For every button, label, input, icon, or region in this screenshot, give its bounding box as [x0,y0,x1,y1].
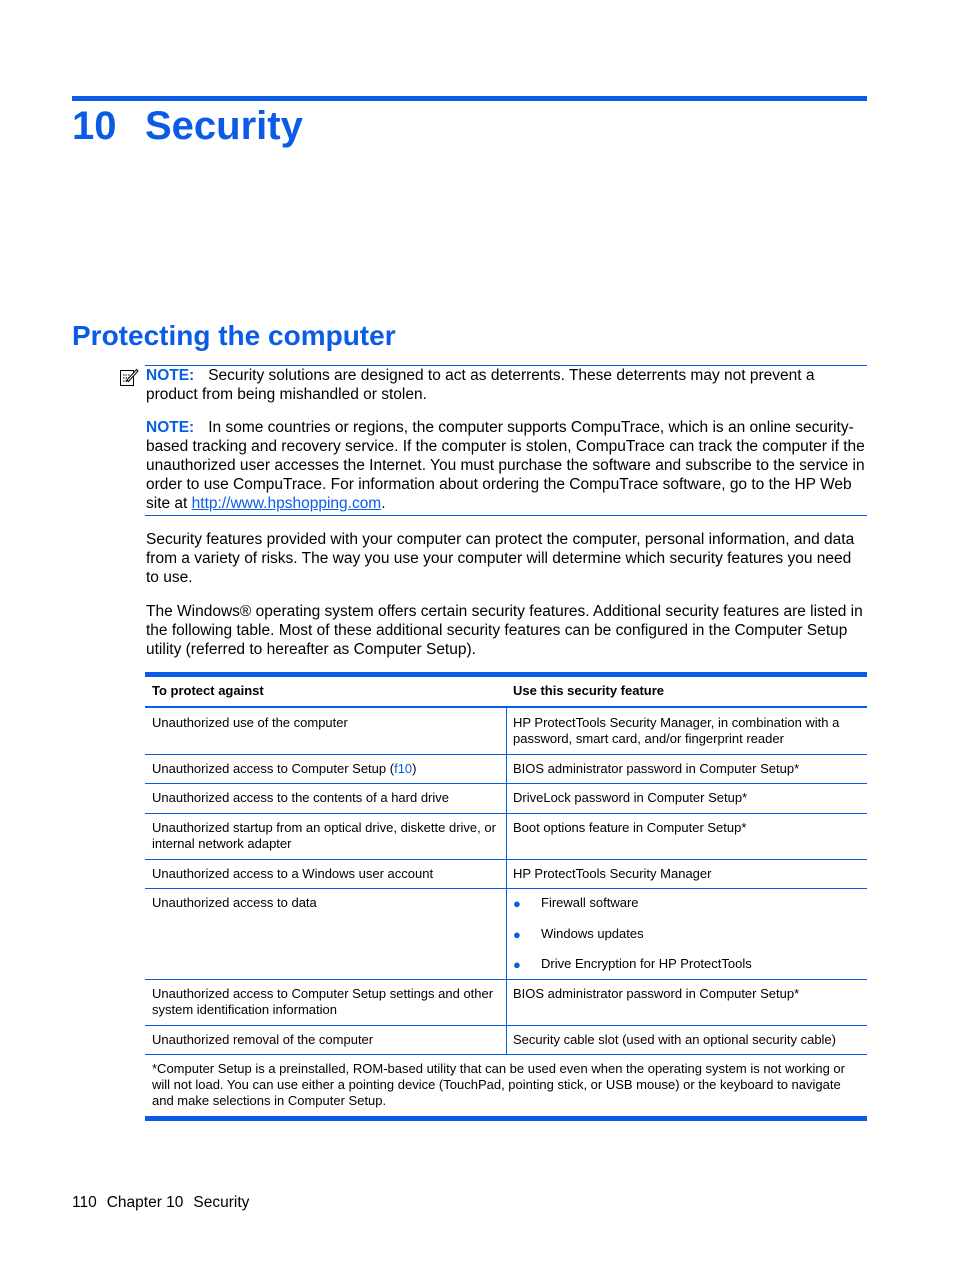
note-label: NOTE: [146,367,195,384]
section-title: Protecting the computer [72,320,396,351]
page-number: 110 [72,1194,97,1211]
row-divider [145,888,867,889]
row-divider [145,979,867,980]
note-label: NOTE: [146,419,195,436]
note-1 [146,366,868,404]
list-item: Drive Encryption for HP ProtectTools [541,956,752,971]
bullet-icon: ● [513,896,521,911]
chapter-number: 10 [72,104,117,148]
note-text: In some countries or regions, the computer supports CompuTrace, which is an online security-based tracking and recovery service. If the computer is stolen, CompuTrace can track the computer if the unauthorized user accesses the Internet. You must purchase the software and subscribe to the service in order to use CompuTrace. For information about ordering the CompuTrace software, go to the HP Web site at [146,419,865,512]
row-divider [145,783,867,784]
note-pencil-icon [119,367,139,387]
table-row: BIOS administrator password in Computer Setup* [513,761,800,776]
table-row: Security cable slot (used with an optional security cable) [513,1032,836,1047]
page-footer [72,1193,259,1212]
table-rule-top [145,672,867,677]
row-text: Unauthorized access to Computer Setup ( [152,761,395,776]
table-row: Unauthorized access to data [152,895,317,910]
table-row: Boot options feature in Computer Setup* [513,820,747,835]
table-row [152,761,497,777]
table-row: Unauthorized removal of the computer [152,1032,374,1047]
list-item: Windows updates [541,926,644,941]
row-divider [145,813,867,814]
table-row: HP ProtectTools Security Manager [513,866,712,881]
bullet-icon: ● [513,957,521,972]
row-divider [145,1054,867,1055]
f10-key: f10 [394,761,413,776]
footer-chapter: Chapter 10 [106,1194,184,1211]
footer-title: Security [193,1194,250,1211]
note-end-punctuation: . [381,495,386,512]
paragraph-security-features [146,530,868,587]
table-row: BIOS administrator password in Computer Setup* [513,986,800,1001]
row-divider [145,1025,867,1026]
table-row: DriveLock password in Computer Setup* [513,790,748,805]
table-row: Unauthorized access to the contents of a hard drive [152,790,450,805]
chapter-rule [72,96,867,101]
table-row: HP ProtectTools Security Manager, in combination with a password, smart card, and/or fingerprint reader [513,715,840,746]
note-2 [146,418,868,513]
table-row: Unauthorized access to Computer Setup settings and other system identification information [152,986,494,1017]
table-row: Unauthorized startup from an optical drive, diskette drive, or internal network adapter [152,820,496,851]
row-divider [145,754,867,755]
chapter-title-text: Security [145,104,303,148]
table-row: Unauthorized use of the computer [152,715,348,730]
note-rule-bottom [145,515,867,516]
list-item: Firewall software [541,895,639,910]
bullet-icon: ● [513,927,521,942]
table-header-feature: Use this security feature [513,683,665,698]
paragraph-text: The Windows® operating system offers certain security features. Additional security features are listed in the following table. Most of these additional security features can be configured in the Computer Setup utility (referred to hereafter as Computer Setup). [146,603,863,658]
row-divider [145,859,867,860]
note-text: Security solutions are designed to act as deterrents. These deterrents may not prevent a product from being mishandled or stolen. [146,367,815,403]
table-rule-bottom [145,1116,867,1121]
paragraph-windows [146,602,868,659]
row-text-close: ) [412,761,417,776]
table-column-divider [506,708,507,1054]
table-footnote: *Computer Setup is a preinstalled, ROM-based utility that can be used even when the operating system is not working or will not load. You can use either a pointing device (TouchPad, pointing stick, or USB mouse) or the keyboard to navigate and make selections in Computer Setup. [152,1061,845,1108]
table-header-protect: To protect against [152,683,264,698]
hpshopping-link[interactable]: http://www.hpshopping.com [191,495,382,512]
chapter-title [72,102,303,150]
table-row: Unauthorized access to a Windows user account [152,866,434,881]
paragraph-text: Security features provided with your computer can protect the computer, personal information, and data from a variety of risks. The way you use your computer will determine which security features you need to use. [146,531,855,586]
